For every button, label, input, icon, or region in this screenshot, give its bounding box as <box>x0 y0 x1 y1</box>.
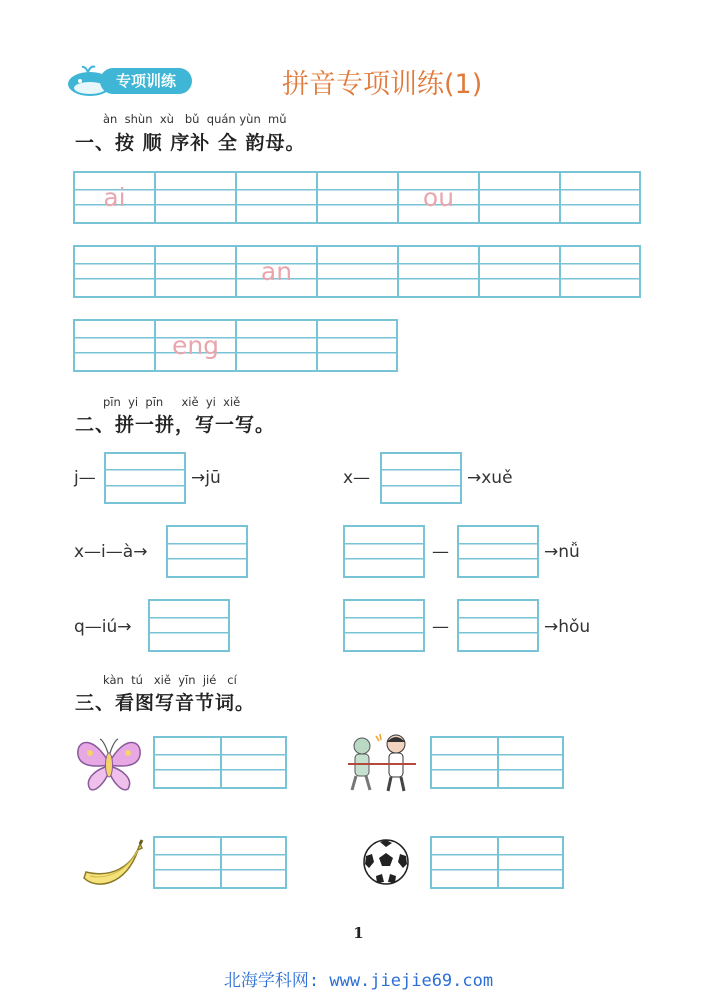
grid-cell[interactable] <box>430 736 497 789</box>
section2-pinyin: pīn yi pīn xiě yi xiě <box>103 395 241 409</box>
item-b-grid <box>380 452 462 504</box>
grid-cell[interactable] <box>235 171 316 224</box>
grid-cell[interactable] <box>220 736 287 789</box>
grid-cell[interactable] <box>73 171 154 224</box>
grid-cell[interactable] <box>559 171 641 224</box>
grid-cell[interactable] <box>220 836 287 889</box>
item-d-grid-1 <box>343 525 425 578</box>
grid-cell[interactable] <box>497 736 564 789</box>
grid-cell[interactable] <box>380 452 462 504</box>
grid-cell[interactable] <box>457 599 539 652</box>
hint-text: ai <box>103 182 126 212</box>
grid-cell[interactable] <box>73 245 154 298</box>
grid-cell[interactable] <box>478 171 559 224</box>
grid-cell[interactable] <box>497 836 564 889</box>
banana-icon <box>80 838 144 890</box>
grid-cell[interactable] <box>316 245 397 298</box>
section1-grid-row1 <box>73 171 641 224</box>
item-d-grid-2 <box>457 525 539 578</box>
hint-text: an <box>260 256 293 286</box>
grid-cell[interactable] <box>235 245 316 298</box>
item-a-grid <box>104 452 186 504</box>
grid-cell[interactable] <box>154 245 235 298</box>
section3-pinyin: kàn tú xiě yīn jié cí <box>103 673 237 687</box>
picture3-grid <box>153 836 287 889</box>
item-a-prefix: j— <box>74 468 96 488</box>
picture1-grid <box>153 736 287 789</box>
item-a-result: →jū <box>191 468 221 488</box>
item-f-result: →hǒu <box>544 617 591 637</box>
footer-watermark[interactable]: 北海学科网: www.jiejie69.com <box>223 971 494 991</box>
item-f-grid-1 <box>343 599 425 652</box>
item-d-result: →nǚ <box>544 542 580 562</box>
item-f-dash: — <box>432 617 449 637</box>
section3-title: 三、看图写音节词。 <box>75 692 256 714</box>
item-e-prefix: q—iú→ <box>74 617 132 637</box>
item-e-grid <box>148 599 230 652</box>
badge-label: 专项训练 <box>100 68 192 94</box>
tug-of-war-icon <box>346 730 418 796</box>
hint-text: eng <box>171 330 220 360</box>
grid-cell[interactable] <box>559 245 641 298</box>
grid-cell[interactable] <box>397 171 478 224</box>
grid-cell[interactable] <box>148 599 230 652</box>
grid-cell[interactable] <box>153 736 220 789</box>
picture2-grid <box>430 736 564 789</box>
picture4-grid <box>430 836 564 889</box>
item-d-dash: — <box>432 542 449 562</box>
section1-title: 一、按 顺 序补 全 韵母。 <box>75 132 306 154</box>
grid-cell[interactable] <box>478 245 559 298</box>
hint-text: ou <box>422 182 455 212</box>
grid-cell[interactable] <box>316 171 397 224</box>
section-badge <box>62 64 192 98</box>
item-b-result: →xuě <box>467 468 513 488</box>
grid-cell[interactable] <box>154 171 235 224</box>
soccer-ball-icon <box>362 838 410 886</box>
grid-cell[interactable] <box>166 525 248 578</box>
item-c-prefix: x—i—à→ <box>74 542 148 562</box>
grid-cell[interactable] <box>397 245 478 298</box>
grid-cell[interactable] <box>343 525 425 578</box>
section1-pinyin: àn shùn xù bǔ quán yùn mǔ <box>103 112 287 126</box>
grid-cell[interactable] <box>73 319 154 372</box>
grid-cell[interactable] <box>430 836 497 889</box>
butterfly-icon <box>74 733 144 795</box>
grid-cell[interactable] <box>104 452 186 504</box>
grid-cell[interactable] <box>153 836 220 889</box>
grid-cell[interactable] <box>235 319 316 372</box>
grid-cell[interactable] <box>316 319 398 372</box>
page-number: 1 <box>353 924 364 942</box>
item-f-grid-2 <box>457 599 539 652</box>
section1-grid-row3 <box>73 319 398 372</box>
page-title: 拼音专项训练(1) <box>282 69 483 100</box>
section2-title: 二、拼一拼，写一写。 <box>75 414 276 436</box>
grid-cell[interactable] <box>154 319 235 372</box>
grid-cell[interactable] <box>457 525 539 578</box>
item-b-prefix: x— <box>343 468 371 488</box>
grid-cell[interactable] <box>343 599 425 652</box>
section1-grid-row2 <box>73 245 641 298</box>
item-c-grid <box>166 525 248 578</box>
